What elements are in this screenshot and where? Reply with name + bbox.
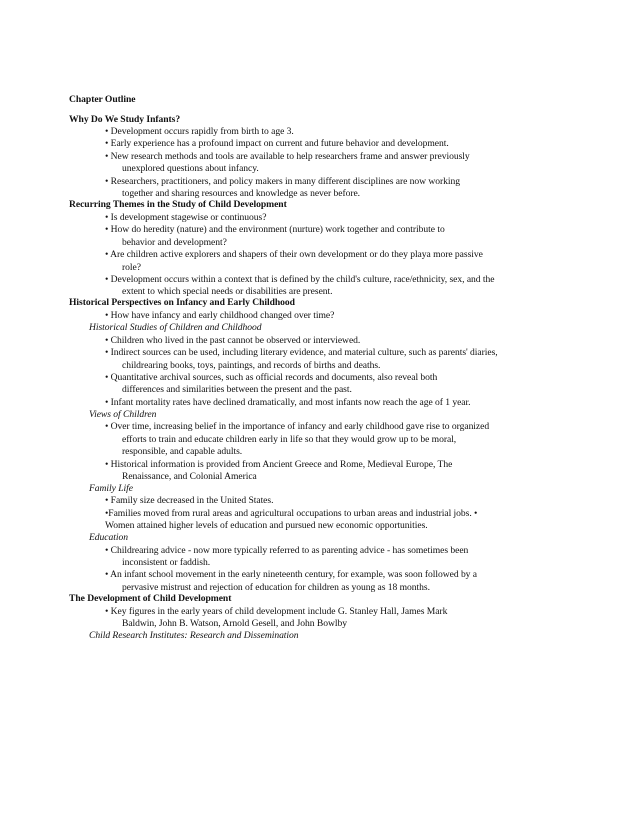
bullet-item: • Historical information is provided from Ancient Greece and Rome, Medieval Europe, The (105, 459, 453, 470)
bullet-item: •Families moved from rural areas and agricultural occupations to urban areas and industrial jobs. • (105, 508, 478, 519)
bullet-item: • Are children active explorers and shapers of their own development or do they playa more passive (105, 249, 483, 260)
bullet-continuation: Renaissance, and Colonial America (122, 471, 257, 482)
section-heading: Recurring Themes in the Study of Child Development (69, 199, 287, 210)
bullet-continuation: together and sharing resources and knowledge as never before. (122, 188, 361, 199)
bullet-item: • Key figures in the early years of child development include G. Stanley Hall, James Mark (105, 606, 448, 617)
bullet-continuation: role? (122, 262, 141, 273)
bullet-continuation: differences and similarities between the present and the past. (122, 384, 352, 395)
section-heading: Historical Perspectives on Infancy and Early Childhood (69, 297, 295, 308)
bullet-continuation: responsible, and capable adults. (122, 446, 243, 457)
bullet-continuation: efforts to train and educate children early in life so that they would grow up to be moral, (122, 434, 457, 445)
bullet-item: • How have infancy and early childhood changed over time? (105, 310, 335, 321)
bullet-item: • Childrearing advice - now more typically referred to as parenting advice - has sometimes been (105, 545, 469, 556)
bullet-item: • Early experience has a profound impact on current and future behavior and development. (105, 138, 449, 149)
bullet-continuation: Baldwin, John B. Watson, Arnold Gesell, and John Bowlby (122, 618, 347, 629)
subsection-heading: Historical Studies of Children and Childhood (89, 322, 262, 333)
bullet-continuation: pervasive mistrust and rejection of education for children as young as 18 months. (122, 582, 430, 593)
bullet-item: • Development occurs rapidly from birth to age 3. (105, 126, 294, 137)
bullet-item: • An infant school movement in the early nineteenth century, for example, was soon followed by a (105, 569, 477, 580)
bullet-item: • Researchers, practitioners, and policy makers in many different disciplines are now working (105, 176, 460, 187)
subsection-heading: Child Research Institutes: Research and Dissemination (89, 630, 299, 641)
bullet-item: • Children who lived in the past cannot be observed or interviewed. (105, 335, 361, 346)
chapter-heading: Chapter Outline (69, 94, 136, 105)
bullet-item: • Is development stagewise or continuous? (105, 212, 267, 223)
subsection-heading: Views of Children (89, 409, 157, 420)
bullet-item: • Over time, increasing belief in the importance of infancy and early childhood gave rise to organized (105, 421, 490, 432)
subsection-heading: Education (89, 532, 128, 543)
bullet-item: • Quantitative archival sources, such as official records and documents, also reveal both (105, 372, 438, 383)
bullet-continuation: childrearing books, toys, paintings, and records of births and deaths. (122, 360, 381, 371)
bullet-continuation: Women attained higher levels of education and pursued new economic opportunities. (105, 520, 428, 531)
bullet-continuation: extent to which special needs or disabilities are present. (122, 286, 333, 297)
section-heading: Why Do We Study Infants? (69, 114, 181, 125)
section-heading: The Development of Child Development (69, 593, 232, 604)
bullet-item: • Family size decreased in the United States. (105, 495, 274, 506)
bullet-item: • New research methods and tools are available to help researchers frame and answer previously (105, 151, 470, 162)
bullet-item: • Development occurs within a context that is defined by the child's culture, race/ethnicity, sex, and the (105, 274, 495, 285)
bullet-item: • Infant mortality rates have declined dramatically, and most infants now reach the age of 1 year. (105, 397, 471, 408)
bullet-continuation: inconsistent or faddish. (122, 557, 211, 568)
bullet-continuation: unexplored questions about infancy. (122, 163, 259, 174)
bullet-continuation: behavior and development? (122, 237, 227, 248)
subsection-heading: Family Life (89, 483, 133, 494)
bullet-item: • How do heredity (nature) and the environment (nurture) work together and contribute to (105, 224, 445, 235)
bullet-item: • Indirect sources can be used, including literary evidence, and material culture, such as parents' diaries, (105, 347, 498, 358)
